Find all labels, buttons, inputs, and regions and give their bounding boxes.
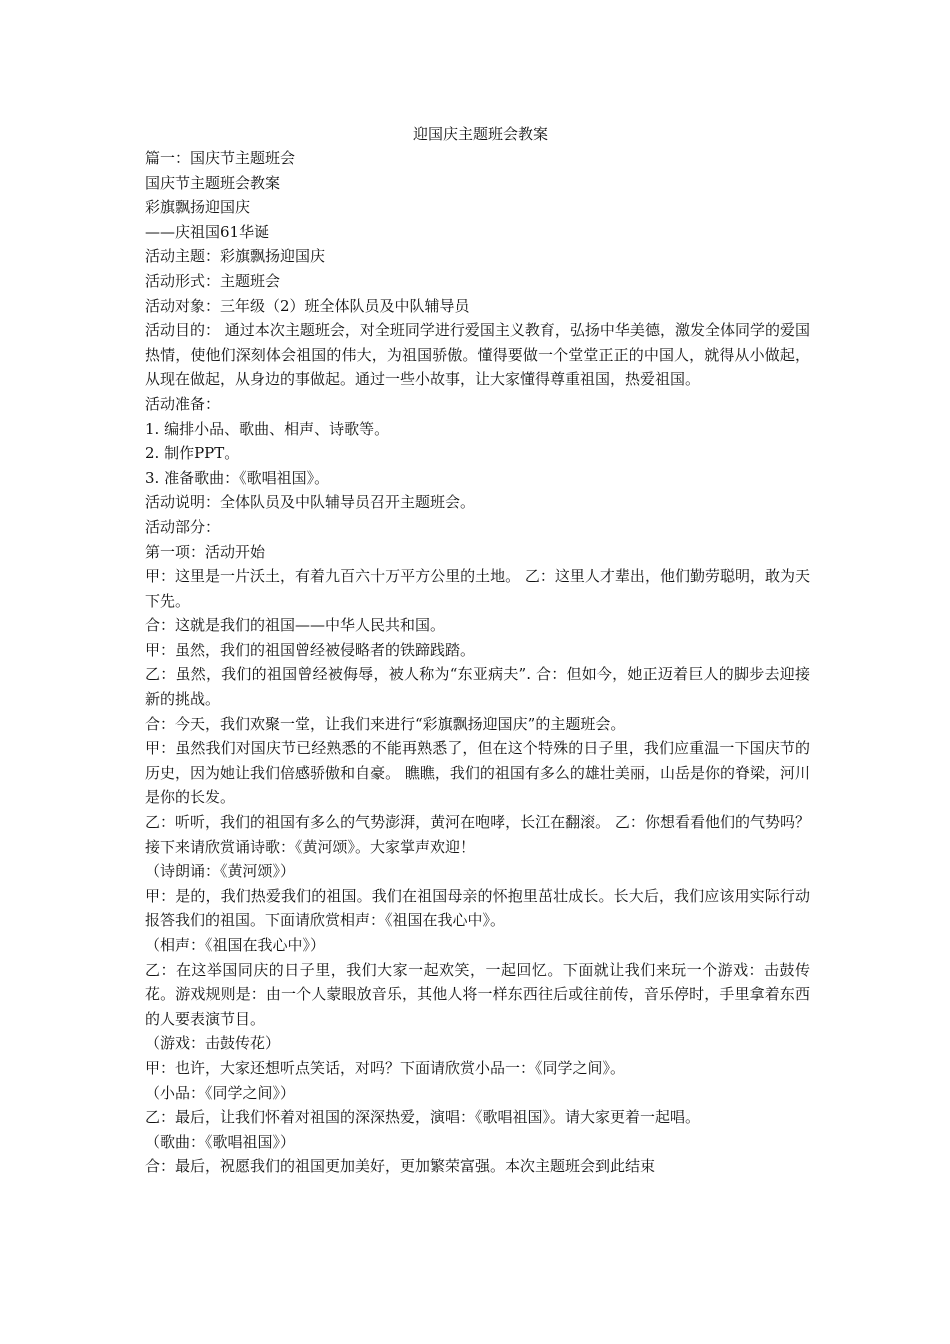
paragraph: 彩旗飘扬迎国庆 bbox=[145, 198, 251, 217]
paragraph: 2. 制作PPT。 bbox=[145, 444, 240, 463]
paragraph: 乙：在这举国同庆的日子里，我们大家一起欢笑，一起回忆。下面就让我们来玩一个游戏：击鼓传花。游戏规则是：由一个人蒙眼放音乐，其他人将一样东西往后或往前传，音乐停时，手里拿着东西的人要表演节目。 bbox=[145, 960, 810, 1028]
paragraph: 乙：最后，让我们怀着对祖国的深深热爱，演唱：《歌唱祖国》。请大家更着一起唱。 bbox=[145, 1108, 701, 1127]
paragraph: 甲：虽然，我们的祖国曾经被侵略者的铁蹄践踏。 bbox=[145, 640, 476, 659]
paragraph: 国庆节主题班会教案 bbox=[145, 173, 281, 192]
paragraph: 乙：虽然，我们的祖国曾经被侮辱，被人称为“东亚病夫”. 合：但如今，她正迈着巨人的脚步去迎接新的挑战。 bbox=[145, 665, 810, 709]
paragraph: 合：今天，我们欢聚一堂，让我们来进行“彩旗飘扬迎国庆”的主题班会。 bbox=[145, 714, 626, 733]
paragraph: 活动形式：主题班会 bbox=[145, 271, 281, 290]
document-page bbox=[145, 122, 810, 1179]
paragraph: 甲：是的，我们热爱我们的祖国。我们在祖国母亲的怀抱里茁壮成长。长大后，我们应该用实际行动报答我们的祖国。下面请欣赏相声：《祖国在我心中》。 bbox=[145, 886, 810, 930]
paragraph: 活动对象：三年级（2）班全体队员及中队辅导员 bbox=[145, 296, 470, 315]
paragraph: 合：最后，祝愿我们的祖国更加美好，更加繁荣富强。本次主题班会到此结束 bbox=[145, 1157, 656, 1176]
paragraph: （相声：《祖国在我心中》） bbox=[145, 936, 326, 954]
document-title: 迎国庆主题班会教案 bbox=[412, 125, 548, 143]
paragraph: 活动准备： bbox=[145, 394, 221, 413]
paragraph: 篇一：国庆节主题班会 bbox=[145, 149, 296, 167]
paragraph: 活动说明：全体队员及中队辅导员召开主题班会。 bbox=[145, 493, 476, 512]
paragraph: 活动主题：彩旗飘扬迎国庆 bbox=[145, 247, 326, 266]
paragraph: ——庆祖国61华诞 bbox=[145, 222, 270, 241]
paragraph: （小品：《同学之间》） bbox=[145, 1083, 296, 1102]
paragraph: （游戏：击鼓传花） bbox=[145, 1034, 281, 1053]
document-body bbox=[145, 146, 810, 1179]
paragraph: 活动目的： 通过本次主题班会，对全班同学进行爱国主义教育，弘扬中华美德，激发全体同学的爱国热情，使他们深刻体会祖国的伟大，为祖国骄傲。懂得要做一个堂堂正正的中国人，就得从小做起，从现在做起，从身边的事做起。通过一些小故事，让大家懂得尊重祖国，热爱祖国。 bbox=[145, 321, 810, 389]
paragraph: （诗朗诵：《黄河颂》） bbox=[145, 862, 296, 881]
paragraph: 第一项：活动开始 bbox=[145, 542, 266, 561]
paragraph: 合：这就是我们的祖国——中华人民共和国。 bbox=[145, 616, 446, 635]
paragraph: 活动部分： bbox=[145, 517, 221, 536]
paragraph: 乙：听听，我们的祖国有多么的气势澎湃，黄河在咆哮，长江在翻滚。 乙：你想看看他们的气势吗？接下来请欣赏诵诗歌：《黄河颂》。大家掌声欢迎！ bbox=[145, 813, 810, 856]
paragraph: 1. 编排小品、歌曲、相声、诗歌等。 bbox=[145, 419, 390, 438]
paragraph: 甲：也许，大家还想听点笑话，对吗？下面请欣赏小品一：《同学之间》。 bbox=[145, 1058, 626, 1077]
paragraph: 甲：虽然我们对国庆节已经熟悉的不能再熟悉了，但在这个特殊的日子里，我们应重温一下国庆节的历史，因为她让我们倍感骄傲和自豪。 瞧瞧，我们的祖国有多么的雄壮美丽，山岳是你的脊梁，河川是你的长发。 bbox=[145, 739, 810, 807]
paragraph: 3. 准备歌曲：《歌唱祖国》。 bbox=[145, 468, 330, 487]
paragraph: 甲：这里是一片沃土，有着九百六十万平方公里的土地。 乙：这里人才辈出，他们勤劳聪明，敢为天下先。 bbox=[145, 567, 810, 610]
paragraph: （歌曲：《歌唱祖国》） bbox=[145, 1132, 296, 1151]
